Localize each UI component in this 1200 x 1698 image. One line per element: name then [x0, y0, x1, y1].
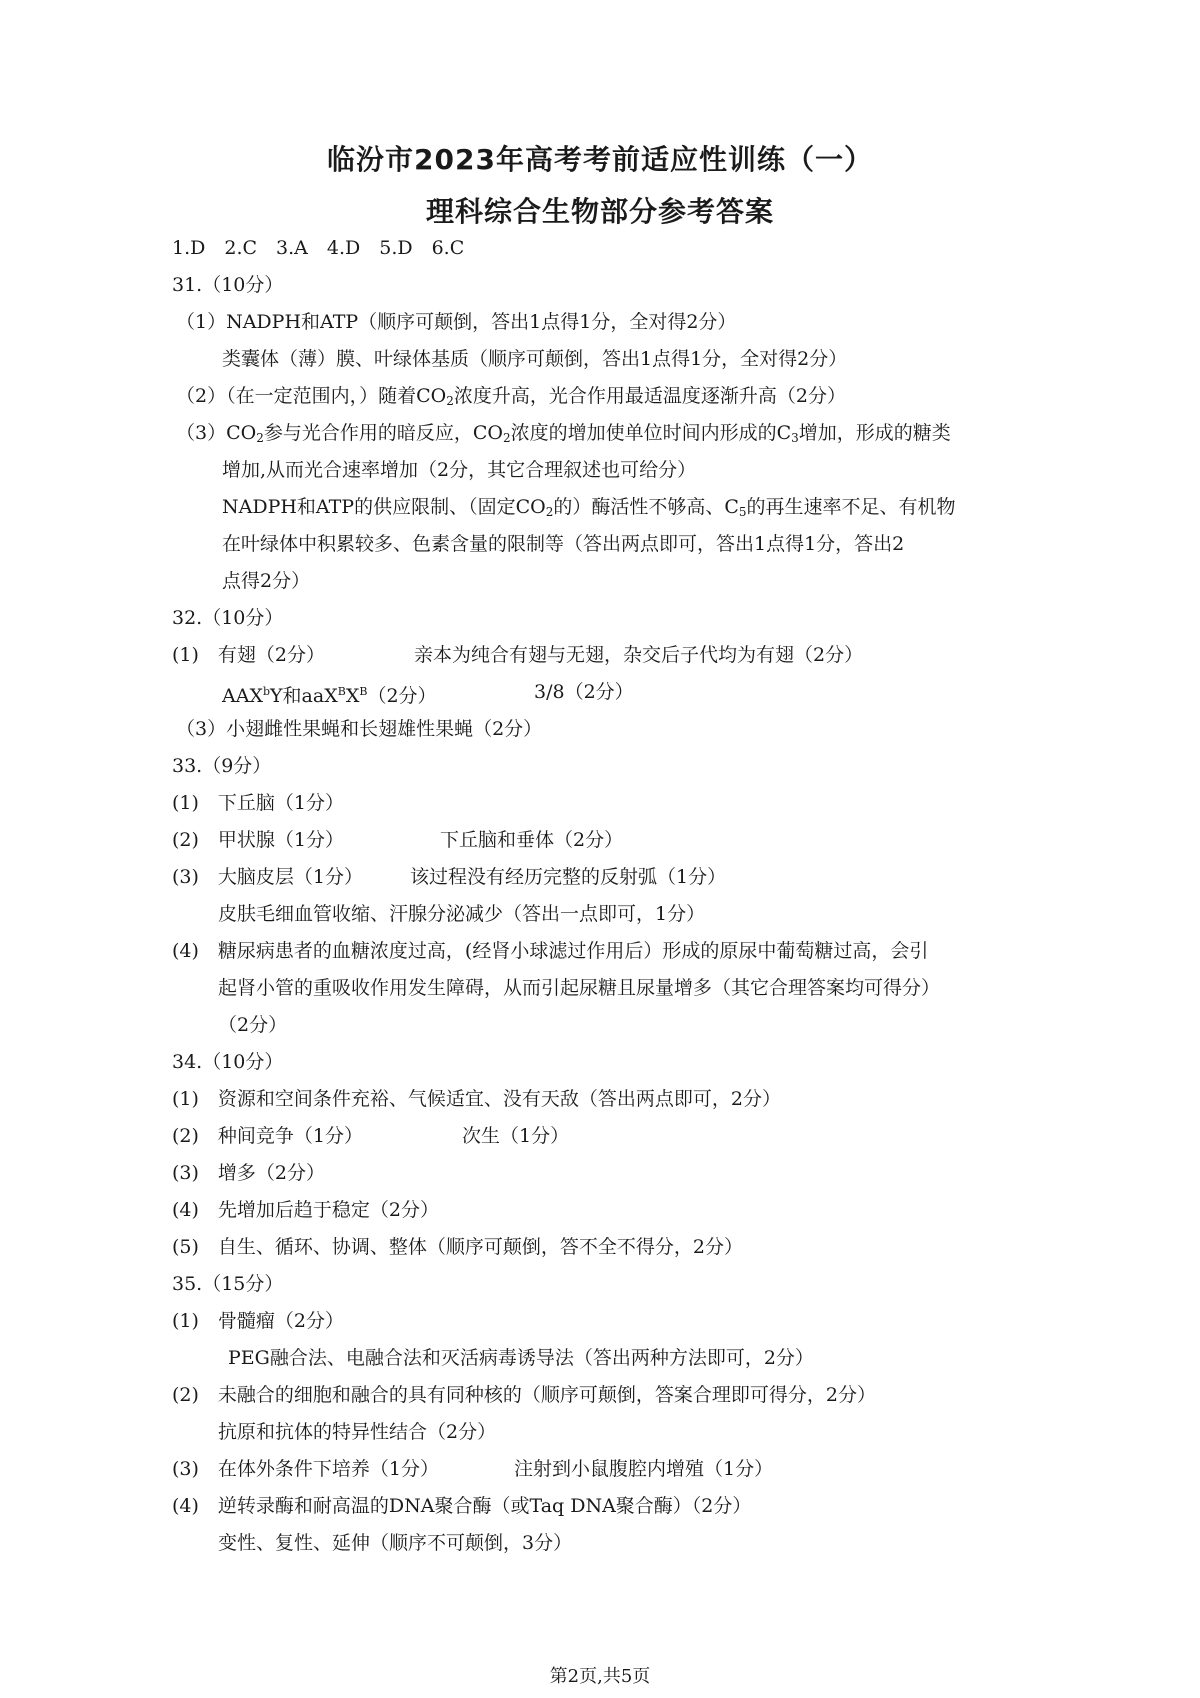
q31-part3: $(3)CO_2$参与光合作用的暗反应，$CO_2$浓度的增加使单位时间内形成的$C_3$增加，形成的糖类	[176, 422, 951, 445]
q35-part3-b: 注射到小鼠腹腔内增殖（1分）	[514, 1458, 774, 1480]
q31-heading: 31.（10分）	[172, 274, 284, 296]
q32-part1-b: 亲本为纯合有翅与无翅，杂交后子代均为有翅（2分）	[414, 644, 864, 666]
q31-part1-line2: 类囊体（薄）膜、叶绿体基质（顺序可颠倒，答出1点得1分，全对得2分）	[222, 348, 848, 370]
q33-part3-a: (3) 大脑皮层（1分）	[172, 866, 364, 888]
q31-part3-line2: 增加,从而光合速率增加（2分，其它合理叙述也可给分）	[222, 459, 697, 481]
q33-part2-b: 下丘脑和垂体（2分）	[440, 829, 624, 851]
q33-heading: 33.（9分）	[172, 755, 272, 777]
q32-part3: （3）小翅雌性果蝇和长翅雄性果蝇（2分）	[176, 718, 543, 740]
q35-part1: (1) 骨髓瘤（2分）	[172, 1310, 345, 1332]
q35-part1-line2: PEG融合法、电融合法和灭活病毒诱导法（答出两种方法即可，2分）	[228, 1347, 814, 1369]
q33-part3-b: 该过程没有经历完整的反射弧（1分）	[410, 866, 727, 888]
q32-genotypes: AAX$^b$Y和$aaX^BX^B(2$分）	[222, 685, 437, 707]
q33-part4-line2: 起肾小管的重吸收作用发生障碍，从而引起尿糖且尿量增多（其它合理答案均可得分）	[218, 977, 941, 999]
q32-part1-a: (1) 有翅（2分）	[172, 644, 326, 666]
q31-part3-line3: NADPH和ATP的供应限制、（固定$CO_2$的）酶活性不够高、$C_5$的再生速率不足、有机物	[222, 496, 956, 519]
q34-part2-a: (2) 种间竞争（1分）	[172, 1125, 364, 1147]
q32-heading: 32.（10分）	[172, 607, 284, 629]
q33-part3-line2: 皮肤毛细血管收缩、汗腺分泌减少（答出一点即可，1分）	[218, 903, 706, 925]
q33-part4: (4) 糖尿病患者的血糖浓度过高，(经肾小球滤过作用后）形成的原尿中葡萄糖过高，会引	[172, 940, 929, 962]
q31-part3-line5: 点得2分）	[222, 570, 311, 592]
q34-part4: (4) 先增加后趋于稳定（2分）	[172, 1199, 440, 1221]
q31-part1: （1）NADPH和ATP（顺序可颠倒，答出1点得1分，全对得2分）	[176, 311, 737, 333]
page-subtitle: 理科综合生物部分参考答案	[425, 195, 774, 228]
q33-part4-line3: （2分）	[218, 1014, 288, 1036]
q34-part1: (1) 资源和空间条件充裕、气候适宜、没有天敌（答出两点即可，2分）	[172, 1088, 782, 1110]
q35-part2-line2: 抗原和抗体的特异性结合（2分）	[218, 1421, 497, 1443]
q34-part5: (5) 自生、循环、协调、整体（顺序可颠倒，答不全不得分，2分）	[172, 1236, 744, 1258]
page-number: 第2页,共5页	[549, 1666, 651, 1687]
q35-heading: 35.（15分）	[172, 1273, 284, 1295]
multiple-choice-answers: 1.D 2.C 3.A 4.D 5.D 6.C	[172, 237, 465, 259]
q33-part1: (1) 下丘脑（1分）	[172, 792, 345, 814]
q34-heading: 34.（10分）	[172, 1051, 284, 1073]
q31-part2: （2）（在一定范围内，）随着$CO_2$浓度升高，光合作用最适温度逐渐升高（2分）	[176, 385, 846, 408]
page-title: 临汾市2023年高考考前适应性训练（一）	[327, 143, 873, 176]
q34-part3: (3) 增多（2分）	[172, 1162, 326, 1184]
q35-part2: (2) 未融合的细胞和融合的具有同种核的（顺序可颠倒，答案合理即可得分，2分）	[172, 1384, 877, 1406]
q34-part2-b: 次生（1分）	[462, 1125, 570, 1147]
q35-part4-line2: 变性、复性、延伸（顺序不可颠倒，3分）	[218, 1532, 573, 1554]
q31-part3-line4: 在叶绿体中积累较多、色素含量的限制等（答出两点即可，答出1点得1分，答出2	[222, 533, 905, 555]
q35-part4: (4) 逆转录酶和耐高温的DNA聚合酶（或Taq DNA聚合酶）（2分）	[172, 1495, 752, 1517]
q33-part2-a: (2) 甲状腺（1分）	[172, 829, 345, 851]
q35-part3-a: (3) 在体外条件下培养（1分）	[172, 1458, 440, 1480]
q32-ratio: 3/8（2分）	[534, 681, 634, 703]
